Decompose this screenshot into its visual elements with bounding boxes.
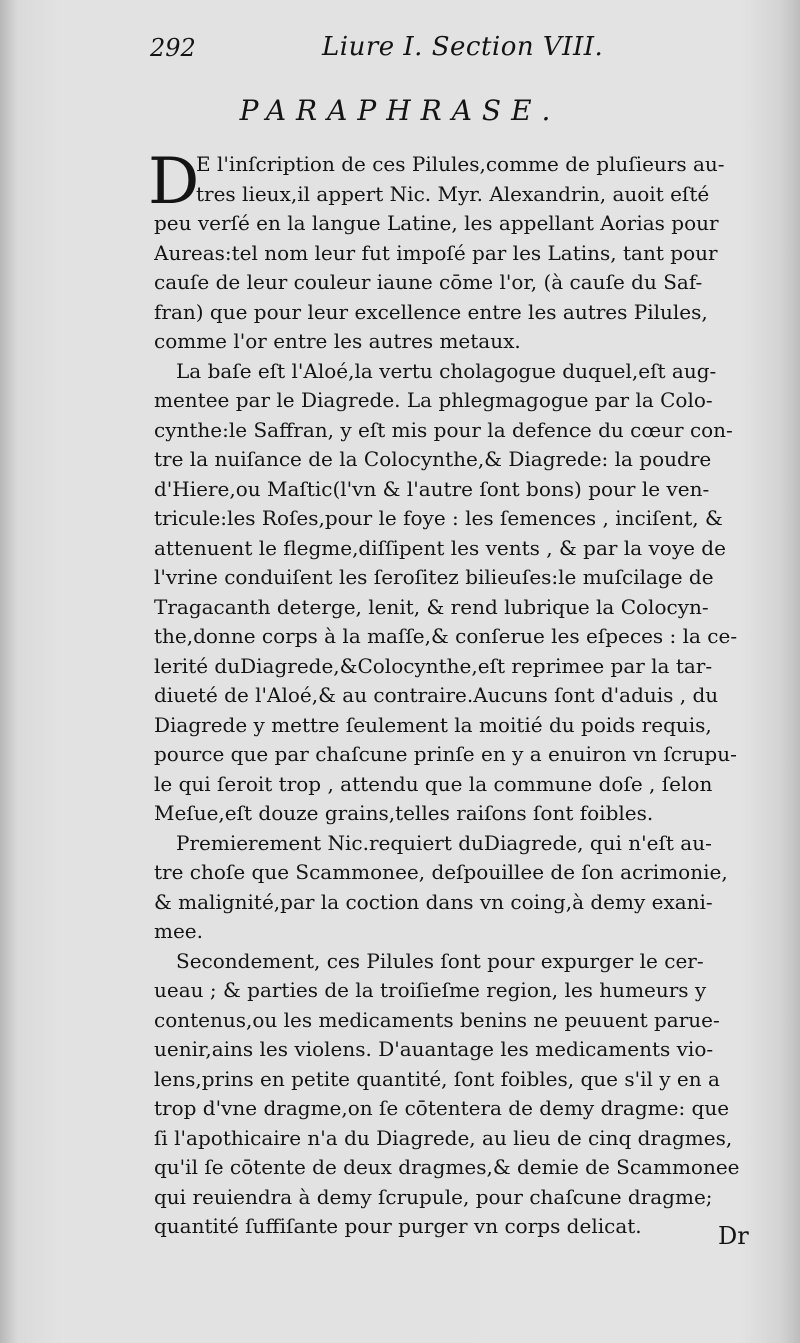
text-line: cauſe de leur couleur iaune cōme l'or, (à cauſe du Saf- — [154, 270, 703, 294]
text-line: fran) que pour leur excellence entre les autres Pilules, — [154, 299, 708, 324]
text-line: qui reuiendra à demy ſcrupule, pour chaſcune dragme; — [154, 1184, 713, 1209]
text-line: Diagrede y mettre ſeulement la moitié du poids requis, — [154, 712, 712, 737]
text-line: d'Hiere,ou Maſtic(l'vn & l'autre ſont bons) pour le ven- — [154, 476, 710, 501]
text-line: tre choſe que Scammonee, deſpouillee de ſon acrimonie, — [154, 860, 728, 884]
text-line: trop d'vne dragme,on ſe cōtentera de demy dragme: que — [154, 1096, 730, 1120]
page-header — [150, 28, 760, 68]
text-line: ſi l'apothicaire n'a du Diagrede, au lieu de cinq dragmes, — [154, 1125, 733, 1150]
text-line: lens,prins en petite quantité, ſont foibles, que s'il y en a — [154, 1066, 720, 1091]
text-line: uenir,ains les violens. D'auantage les medicaments vio- — [154, 1037, 714, 1061]
text-line: lerité duDiagrede,&Colocynthe,eſt reprimee par la tar- — [154, 653, 713, 678]
text-line: l'vrine conduiſent les ſeroſitez bilieuſes:le muſcilage de — [154, 565, 714, 589]
text-line: the,donne corps à la maſſe,& conſerue les eſpeces : la ce- — [154, 624, 738, 648]
text-line: comme l'or entre les autres metaux. — [154, 329, 521, 353]
paragraph-2 — [154, 357, 786, 829]
text-line: ueau ; & parties de la troiſieſme region, les humeurs y — [154, 978, 707, 1002]
running-head: Liure I. Section VIII. — [322, 32, 604, 62]
text-line: tres lieux,il appert Nic. Myr. Alexandrin, auoit eſté — [196, 181, 710, 206]
text-line: E l'inſcription de ces Pilules,comme de pluſieurs au- — [196, 152, 725, 176]
text-line: le qui ſeroit trop , attendu que la commune doſe , ſelon — [154, 771, 713, 796]
text-line: cynthe:le Saffran, y eſt mis pour la defence du cœur con- — [154, 417, 733, 442]
text-body — [148, 145, 786, 1242]
text-line: tricule:les Roſes,pour le foye : les ſemences , inciſent, & — [154, 506, 723, 530]
text-line: peu verſé en la langue Latine, les appellant Aorias pour — [154, 211, 719, 235]
paragraph-4 — [154, 947, 786, 1242]
page-number: 292 — [150, 34, 196, 62]
text-line: qu'il ſe cōtente de deux dragmes,& demie de Scammonee — [154, 1155, 740, 1179]
text-line: Premierement Nic.requiert duDiagrede, qui n'eſt au- — [176, 830, 712, 855]
text-line: tre la nuiſance de la Colocynthe,& Diagrede: la poudre — [154, 447, 712, 471]
text-line: Meſue,eſt douze grains,telles raiſons ſont foibles. — [154, 801, 654, 825]
text-line: pource que par chaſcune prinſe en y a enuiron vn ſcrupu- — [154, 742, 737, 766]
text-line: quantité ſuffiſante pour purger vn corps delicat. — [154, 1214, 642, 1238]
text-line: Tragacanth deterge, lenit, & rend lubrique la Colocyn- — [154, 594, 709, 619]
text-line: La baſe eſt l'Aloé,la vertu cholagogue duquel,eſt aug- — [176, 358, 717, 383]
text-line: Secondement, ces Pilules ſont pour expurger le cer- — [176, 948, 704, 973]
text-line: & malignité,par la coction dans vn coing,à demy exani- — [154, 889, 713, 914]
text-line: diueté de l'Aloé,& au contraire.Aucuns ſont d'aduis , du — [154, 683, 719, 707]
text-line: mee. — [154, 919, 203, 943]
paragraph-3 — [154, 829, 786, 947]
text-line: Aureas:tel nom leur fut impoſé par les Latins, tant pour — [154, 240, 718, 265]
catchword: Dr — [718, 1222, 749, 1250]
drop-cap: D — [148, 145, 200, 219]
paragraph-1 — [148, 145, 786, 357]
section-title: PARAPHRASE. — [239, 94, 561, 127]
text-line: attenuent le flegme,diſſipent les vents , & par la voye de — [154, 535, 726, 560]
text-line: mentee par le Diagrede. La phlegmagogue par la Colo- — [154, 388, 713, 412]
text-line: contenus,ou les medicaments benins ne peuuent parue- — [154, 1007, 720, 1032]
